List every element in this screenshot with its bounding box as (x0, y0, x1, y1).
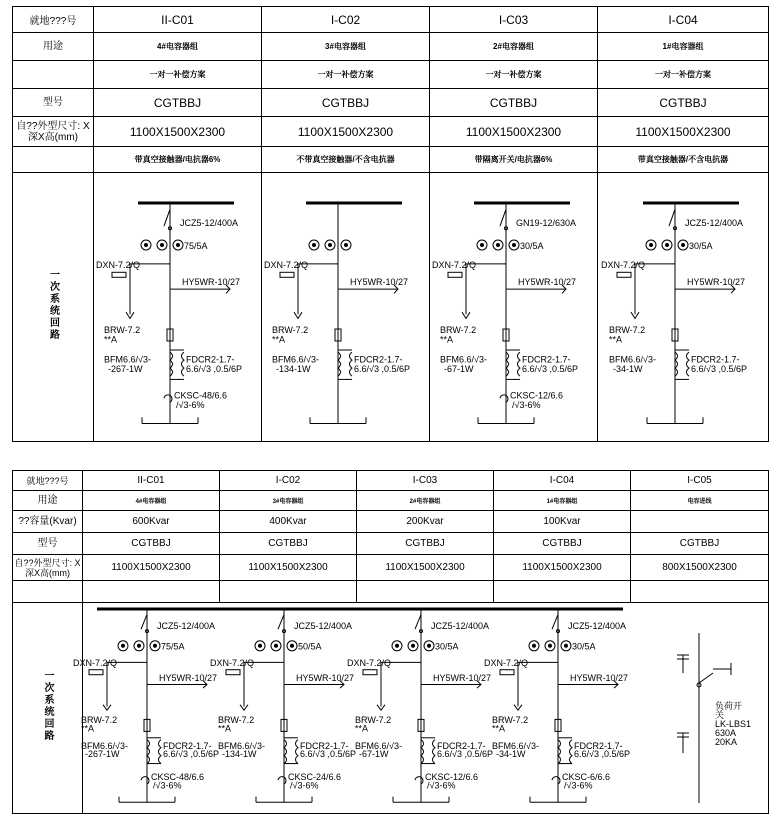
diagram-label: FDCR2-1.7- (437, 740, 486, 751)
current-transformer-core (681, 243, 685, 247)
dims-value: 1100X1500X2300 (83, 555, 220, 581)
diagram-label: 6.6/√3 ,0.5/6P (691, 364, 747, 375)
diagram-label: HY5WR-10/27 (350, 276, 409, 287)
diagram-label: CKSC-12/6.6 (510, 390, 564, 401)
indicator-box (363, 670, 377, 675)
diagram-label: 6.6/√3 ,0.5/6P (186, 364, 242, 375)
diagram-label: BFM6.6/√3- (81, 740, 128, 751)
diagram-cell (598, 173, 769, 442)
diagram-label: FDCR2-1.7- (691, 354, 740, 365)
diagram-stroke (669, 209, 675, 226)
diagram-label: FDCR2-1.7- (186, 354, 235, 365)
reactor (552, 777, 560, 784)
diagram-label: /√3-6% (564, 780, 593, 791)
cabinet-id: I-C04 (598, 7, 769, 33)
dims-value: 1100X1500X2300 (220, 555, 357, 581)
usage-value: 1#电容器组 (494, 491, 631, 511)
reactor (415, 777, 423, 784)
diagram-label: LK-LBS1 (715, 719, 752, 729)
diagram-label: **A (218, 723, 232, 734)
diagram-label: BRW-7.2 (81, 715, 118, 726)
model-value: CGTBBJ (631, 533, 769, 555)
diagram-label: CKSC-24/6.6 (288, 772, 342, 783)
diagram-label: DXN-7.2/Q (96, 260, 141, 271)
current-transformer-core (312, 243, 316, 247)
diagram-label: JCZ5-12/400A (568, 621, 627, 632)
diagram-label: DXN-7.2/Q (432, 260, 477, 271)
diagram-label: /√3-6% (176, 399, 205, 410)
diagram-label: 关 (715, 710, 725, 720)
diagram-label: -267-1W (85, 749, 120, 760)
diagram-label: JCZ5-12/400A (180, 218, 239, 229)
usage-label: 用途 (13, 33, 94, 61)
diagram-label: 6.6/√3 ,0.5/6P (300, 749, 356, 760)
current-transformer-core (564, 644, 568, 648)
cabinet-id: I-C03 (357, 471, 494, 491)
diagram-label: HY5WR-10/27 (159, 672, 218, 683)
diagram-label: BRW-7.2 (272, 325, 309, 336)
current-transformer-core (290, 644, 294, 648)
current-transformer-core (532, 644, 536, 648)
diagram-stroke (278, 615, 284, 630)
cabinet-id: I-C05 (631, 471, 769, 491)
usage-label: 用途 (13, 491, 83, 511)
indicator-box (226, 670, 240, 675)
diagram-label: BFM6.6/√3- (609, 354, 656, 365)
model-value: CGTBBJ (598, 89, 769, 117)
model-label: 型号 (13, 89, 94, 117)
diagram-label: GN19-12/630A (516, 218, 577, 229)
diagram-label: HY5WR-10/27 (433, 672, 492, 683)
current-transformer-core (344, 243, 348, 247)
dims-value: 1100X1500X2300 (598, 117, 769, 147)
indicator-box (89, 670, 103, 675)
discharge-coil (518, 352, 521, 376)
discharge-coil (350, 352, 353, 376)
id-row (13, 7, 769, 33)
usage-value: 2#电容器组 (430, 33, 598, 61)
diagram-cell (262, 173, 430, 442)
diagram-label: CKSC-12/6.6 (425, 772, 479, 783)
diagram-label: 6.6/√3 ,0.5/6P (522, 364, 578, 375)
dims-value: 1100X1500X2300 (94, 117, 262, 147)
model-value: CGTBBJ (357, 533, 494, 555)
diagram-label: BFM6.6/√3- (218, 740, 265, 751)
diagram-label: 6.6/√3 ,0.5/6P (163, 749, 219, 760)
diagram-label: DXN-7.2/Q (210, 658, 255, 669)
discharge-coil (296, 740, 299, 764)
diagram-label: BRW-7.2 (440, 325, 477, 336)
model-value: CGTBBJ (220, 533, 357, 555)
model-value: CGTBBJ (262, 89, 430, 117)
diagram-label: 30/5A (435, 641, 459, 652)
diagram-label: JCZ5-12/400A (157, 621, 216, 632)
capacity-row (13, 511, 769, 533)
dims-value: 1100X1500X2300 (262, 117, 430, 147)
diagram-label: CKSC-6/6.6 (562, 772, 611, 783)
system-label-cell (13, 173, 94, 442)
indicator-box (280, 272, 294, 277)
current-transformer-core (496, 243, 500, 247)
note-value: 带真空接触器/电抗器6% (94, 147, 262, 173)
current-transformer-core (137, 644, 141, 648)
usage-row (13, 491, 769, 511)
header-label: 就地???号 (13, 7, 94, 33)
diagram-label: /√3-6% (290, 780, 319, 791)
diagram-label: /√3-6% (427, 780, 456, 791)
empty-row (13, 581, 769, 603)
model-value: CGTBBJ (83, 533, 220, 555)
diagram-label: BRW-7.2 (218, 715, 255, 726)
indicator-box (448, 272, 462, 277)
current-transformer-core (121, 644, 125, 648)
current-transformer-core (427, 644, 431, 648)
note-value: 带真空接触器/不含电抗器 (598, 147, 769, 173)
diagram-label: 30/5A (520, 241, 544, 252)
diagram-label: BFM6.6/√3- (492, 740, 539, 751)
usage-value: 4#电容器组 (83, 491, 220, 511)
current-transformer-core (160, 243, 164, 247)
usage-value: 3#电容器组 (262, 33, 430, 61)
diagram-label: -67-1W (359, 749, 389, 760)
current-transformer-core (176, 243, 180, 247)
capacity-value: 100Kvar (494, 511, 631, 533)
reactor (278, 777, 286, 784)
diagram-label: FDCR2-1.7- (163, 740, 212, 751)
capacity-label: ??容量(Kvar) (13, 511, 83, 533)
current-transformer-core (649, 243, 653, 247)
system-label-cell (13, 603, 83, 814)
current-transformer-core (144, 243, 148, 247)
diagram-stroke (164, 209, 170, 226)
cabinet-id: II-C01 (94, 7, 262, 33)
current-transformer-core (395, 644, 399, 648)
capacity-value (631, 511, 769, 533)
diagram-label: -67-1W (444, 364, 474, 375)
diagram-label: **A (355, 723, 369, 734)
capacity-value: 400Kvar (220, 511, 357, 533)
diagram-stroke (552, 615, 558, 630)
dims-value: 1100X1500X2300 (494, 555, 631, 581)
diagram-label: /√3-6% (512, 399, 541, 410)
model-row (13, 89, 769, 117)
diagram-stroke (415, 615, 421, 630)
cabinet-id: I-C02 (262, 7, 430, 33)
diagram-label: BFM6.6/√3- (355, 740, 402, 751)
diagram-label: BFM6.6/√3- (440, 354, 487, 365)
diagram-label: FDCR2-1.7- (522, 354, 571, 365)
model-value: CGTBBJ (94, 89, 262, 117)
diagram-label: 630A (715, 728, 737, 738)
current-transformer-core (512, 243, 516, 247)
diagram-label: -34-1W (496, 749, 526, 760)
discharge-coil (433, 740, 436, 764)
diagram-label: 6.6/√3 ,0.5/6P (574, 749, 630, 760)
diagram-label: 6.6/√3 ,0.5/6P (354, 364, 410, 375)
dims-value: 1100X1500X2300 (357, 555, 494, 581)
diagram-cell (430, 173, 598, 442)
diagram-label: -134-1W (222, 749, 257, 760)
diagram-label: BFM6.6/√3- (272, 354, 319, 365)
usage-row (13, 33, 769, 61)
reactor (141, 777, 149, 784)
diagram-label: **A (609, 334, 623, 345)
diagram-label: **A (104, 334, 118, 345)
diagram-label: BRW-7.2 (492, 715, 529, 726)
cabinet-table-1 (12, 6, 769, 442)
system-label: 一次系统回路 (47, 268, 59, 341)
scheme-value: 一对一补偿方案 (262, 61, 430, 89)
id-row (13, 471, 769, 491)
usage-value: 4#电容器组 (94, 33, 262, 61)
diagram-label: -267-1W (108, 364, 143, 375)
single-line-diagram-set (73, 603, 770, 813)
diagram-label: 50/5A (298, 641, 322, 652)
single-line-diagram (598, 173, 769, 441)
dims-label: 自??外型尺寸: X深X高(mm) (13, 555, 83, 581)
diagram-row (13, 173, 769, 442)
dims-value: 800X1500X2300 (631, 555, 769, 581)
current-transformer-core (328, 243, 332, 247)
system-label: 一次系统回路 (42, 669, 53, 742)
discharge-coil (159, 740, 162, 764)
usage-value: 2#电容器组 (357, 491, 494, 511)
diagram-label: **A (440, 334, 454, 345)
discharge-coil (182, 352, 185, 376)
diagram-label: FDCR2-1.7- (300, 740, 349, 751)
diagram-label: **A (81, 723, 95, 734)
diagram-label: DXN-7.2/Q (347, 658, 392, 669)
diagram-cell (94, 173, 262, 442)
note-label (13, 147, 94, 173)
dims-row (13, 555, 769, 581)
diagram-stroke (500, 209, 506, 226)
reactor (500, 395, 508, 402)
diagram-label: CKSC-48/6.6 (151, 772, 205, 783)
diagram-label: 6.6/√3 ,0.5/6P (437, 749, 493, 760)
diagram-label: HY5WR-10/27 (296, 672, 355, 683)
diagram-label: JCZ5-12/400A (685, 218, 744, 229)
dims-label: 自??外型尺寸: X深X高(mm) (13, 117, 94, 147)
diagram-cell (73, 603, 769, 814)
diagram-label: 75/5A (161, 641, 185, 652)
diagram-label: DXN-7.2/Q (73, 658, 118, 669)
scheme-value: 一对一补偿方案 (94, 61, 262, 89)
scheme-value: 一对一补偿方案 (598, 61, 769, 89)
indicator-box (617, 272, 631, 277)
diagram-label: 负荷开 (715, 701, 743, 711)
reactor (164, 395, 172, 402)
dims-row (13, 117, 769, 147)
diagram-label: BRW-7.2 (104, 325, 141, 336)
diagram-label: HY5WR-10/27 (570, 672, 629, 683)
cabinet-id: I-C03 (430, 7, 598, 33)
scheme-label (13, 61, 94, 89)
current-transformer-core (153, 644, 157, 648)
usage-value: 3#电容器组 (220, 491, 357, 511)
diagram-label: BFM6.6/√3- (104, 354, 151, 365)
cabinet-id: I-C02 (220, 471, 357, 491)
diagram-label: /√3-6% (153, 780, 182, 791)
usage-value: 电容进线 (631, 491, 769, 511)
indicator-box (500, 670, 514, 675)
diagram-label: FDCR2-1.7- (354, 354, 403, 365)
diagram-stroke (699, 673, 713, 683)
diagram-label: FDCR2-1.7- (574, 740, 623, 751)
discharge-coil (687, 352, 690, 376)
diagram-label: HY5WR-10/27 (182, 276, 241, 287)
model-row (13, 533, 769, 555)
diagram-label: -34-1W (613, 364, 643, 375)
scheme-value: 一对一补偿方案 (430, 61, 598, 89)
note-value: 带隔离开关/电抗器6% (430, 147, 598, 173)
model-label: 型号 (13, 533, 83, 555)
current-transformer-core (480, 243, 484, 247)
usage-value: 1#电容器组 (598, 33, 769, 61)
cabinet-id: I-C04 (494, 471, 631, 491)
diagram-label: DXN-7.2/Q (484, 658, 529, 669)
cabinet-id: II-C01 (83, 471, 220, 491)
single-line-diagram (430, 173, 598, 441)
diagram-label: -134-1W (276, 364, 311, 375)
diagram-label: CKSC-48/6.6 (174, 390, 228, 401)
model-value: CGTBBJ (494, 533, 631, 555)
diagram-label: **A (492, 723, 506, 734)
diagram-label: DXN-7.2/Q (601, 260, 646, 271)
diagram-label: BRW-7.2 (355, 715, 392, 726)
diagram-label: DXN-7.2/Q (264, 260, 309, 271)
scheme-row (13, 61, 769, 89)
current-transformer-core (258, 644, 262, 648)
note-row (13, 147, 769, 173)
diagram-row (13, 603, 769, 814)
discharge-coil (570, 740, 573, 764)
diagram-label: 20KA (715, 737, 738, 747)
capacity-value: 600Kvar (83, 511, 220, 533)
diagram-label: JCZ5-12/400A (431, 621, 490, 632)
diagram-label: BRW-7.2 (609, 325, 646, 336)
header-label: 就地???号 (13, 471, 83, 491)
indicator-box (112, 272, 126, 277)
model-value: CGTBBJ (430, 89, 598, 117)
diagram-label: 30/5A (689, 241, 713, 252)
current-transformer-core (548, 644, 552, 648)
note-value: 不带真空接触器/不含电抗器 (262, 147, 430, 173)
diagram-stroke (141, 615, 147, 630)
current-transformer-core (274, 644, 278, 648)
single-line-diagram (94, 173, 262, 441)
current-transformer-core (411, 644, 415, 648)
diagram-label: HY5WR-10/27 (687, 276, 746, 287)
diagram-label: 30/5A (572, 641, 596, 652)
diagram-label: JCZ5-12/400A (294, 621, 353, 632)
diagram-label: HY5WR-10/27 (518, 276, 577, 287)
dims-value: 1100X1500X2300 (430, 117, 598, 147)
diagram-label: 75/5A (184, 241, 208, 252)
current-transformer-core (665, 243, 669, 247)
single-line-diagram (262, 173, 430, 441)
capacity-value: 200Kvar (357, 511, 494, 533)
diagram-label: **A (272, 334, 286, 345)
cabinet-table-2 (12, 470, 769, 814)
